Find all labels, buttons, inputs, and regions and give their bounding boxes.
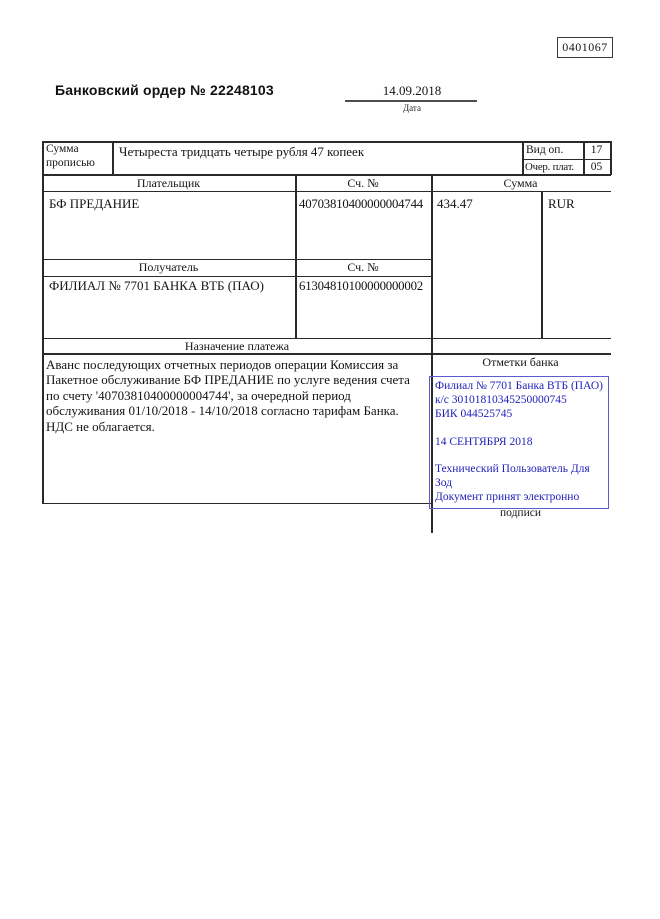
stamp-line: Технический Пользователь Для bbox=[435, 463, 590, 476]
priority-value: 05 bbox=[590, 160, 603, 173]
payer-account: 40703810400000004744 bbox=[299, 197, 423, 211]
stamp-line bbox=[435, 422, 603, 436]
stamp-line: Документ принят электронно bbox=[435, 491, 580, 504]
purpose-text: Аванс последующих отчетных периодов операции Комиссия за Пакетное обслуживание БФ ПРЕДАНИЕ по услуге ведения счета по счету '40703810400000004744', за очередной период обслуживания 01/10/2018 - 14/10/2018 согласно тарифам Банка. НДС не облагается. bbox=[46, 356, 410, 434]
amount-words-divider bbox=[112, 141, 114, 175]
date-value: 14.09.2018 bbox=[382, 83, 442, 98]
table-top-line bbox=[42, 141, 611, 143]
form-code-box: 0401067 bbox=[557, 37, 613, 58]
stamp-line: к/с 30101810345250000745 bbox=[435, 393, 567, 406]
table-left-border bbox=[42, 141, 44, 504]
amount-currency: RUR bbox=[548, 196, 575, 211]
date-label: Дата bbox=[403, 103, 421, 113]
recipient-account: 61304810100000000002 bbox=[299, 279, 423, 293]
date-underline bbox=[345, 100, 477, 102]
priority-label: Очер. плат. bbox=[525, 160, 574, 173]
recipient-header-bottom-line bbox=[42, 276, 432, 278]
recipient-account-header: Сч. № bbox=[347, 259, 379, 274]
bank-marks-header: Отметки банка bbox=[482, 354, 559, 369]
stamp-line: БИК 044525745 bbox=[435, 407, 513, 420]
payer-header: Плательщик bbox=[136, 176, 201, 190]
amount-words-value: Четыреста тридцать четыре рубля 47 копеек bbox=[119, 144, 365, 159]
purpose-bottom-line bbox=[42, 503, 433, 505]
op-type-right-border bbox=[610, 141, 612, 175]
payer-name: БФ ПРЕДАНИЕ bbox=[49, 196, 140, 211]
payer-header-bottom-line bbox=[42, 191, 611, 193]
bank-stamp bbox=[429, 376, 609, 509]
op-type-label: Вид оп. bbox=[526, 144, 564, 156]
op-type-left-divider bbox=[522, 141, 524, 175]
stamp-line: 14 СЕНТЯБРЯ 2018 bbox=[435, 435, 533, 448]
document-title: Банковский ордер № 22248103 bbox=[55, 82, 274, 98]
recipient-header: Получатель bbox=[138, 259, 199, 274]
purpose-header: Назначение платежа bbox=[184, 338, 290, 353]
stamp-line bbox=[435, 450, 603, 464]
payer-account-header: Сч. № bbox=[347, 176, 379, 190]
stamp-line: Зод bbox=[435, 477, 453, 490]
amount-words-label: Сумма прописью bbox=[46, 143, 95, 169]
account-column-divider bbox=[295, 174, 297, 338]
signatures-label: подписи bbox=[500, 507, 541, 519]
amount-header: Сумма bbox=[503, 176, 538, 190]
currency-column-divider bbox=[541, 191, 543, 339]
stamp-line: Филиал № 7701 Банка ВТБ (ПАО) bbox=[435, 380, 603, 392]
recipient-name: ФИЛИАЛ № 7701 БАНКА ВТБ (ПАО) bbox=[49, 278, 264, 293]
op-type-value: 17 bbox=[590, 144, 603, 156]
amount-value: 434.47 bbox=[437, 196, 473, 211]
